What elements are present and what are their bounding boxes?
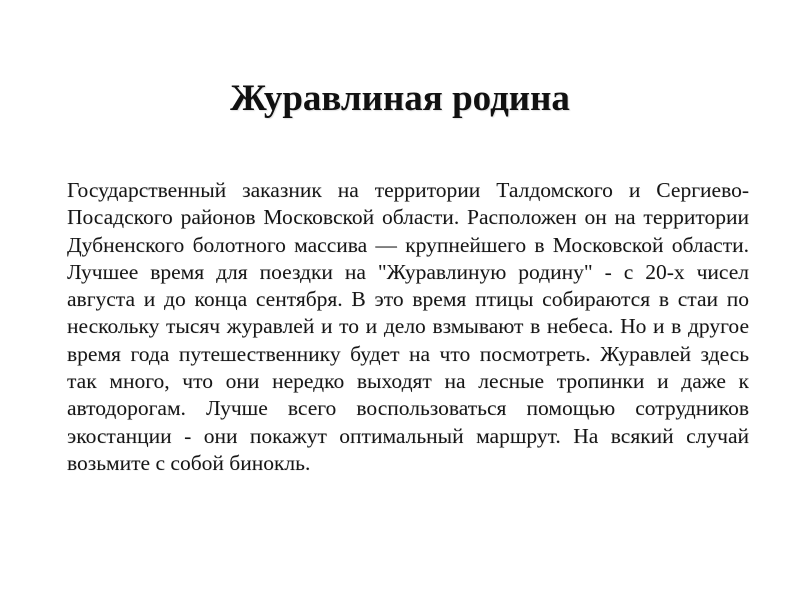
slide-title: Журавлиная родина xyxy=(230,78,570,119)
slide-body-text: Государственный заказник на территории Талдомского и Сергиево-Посадского районов Московской области. Расположен он на территории Дубненского болотного массива — крупнейшего в Московской области. Лучшее время для поездки на "Журавлиную родину" - с 20-х чисел августа и до конца сентября. В это время птицы собираются в стаи по нескольку тысяч журавлей и то и дело взмывают в небеса. Но и в другое время года путешественнику будет на что посмотреть. Журавлей здесь так много, что они нередко выходят на лесные тропинки и даже к автодорогам. Лучше всего воспользоваться помощью сотрудников экостанции - они покажут оптимальный маршрут. На всякий случай возьмите с собой бинокль. xyxy=(67,178,749,475)
